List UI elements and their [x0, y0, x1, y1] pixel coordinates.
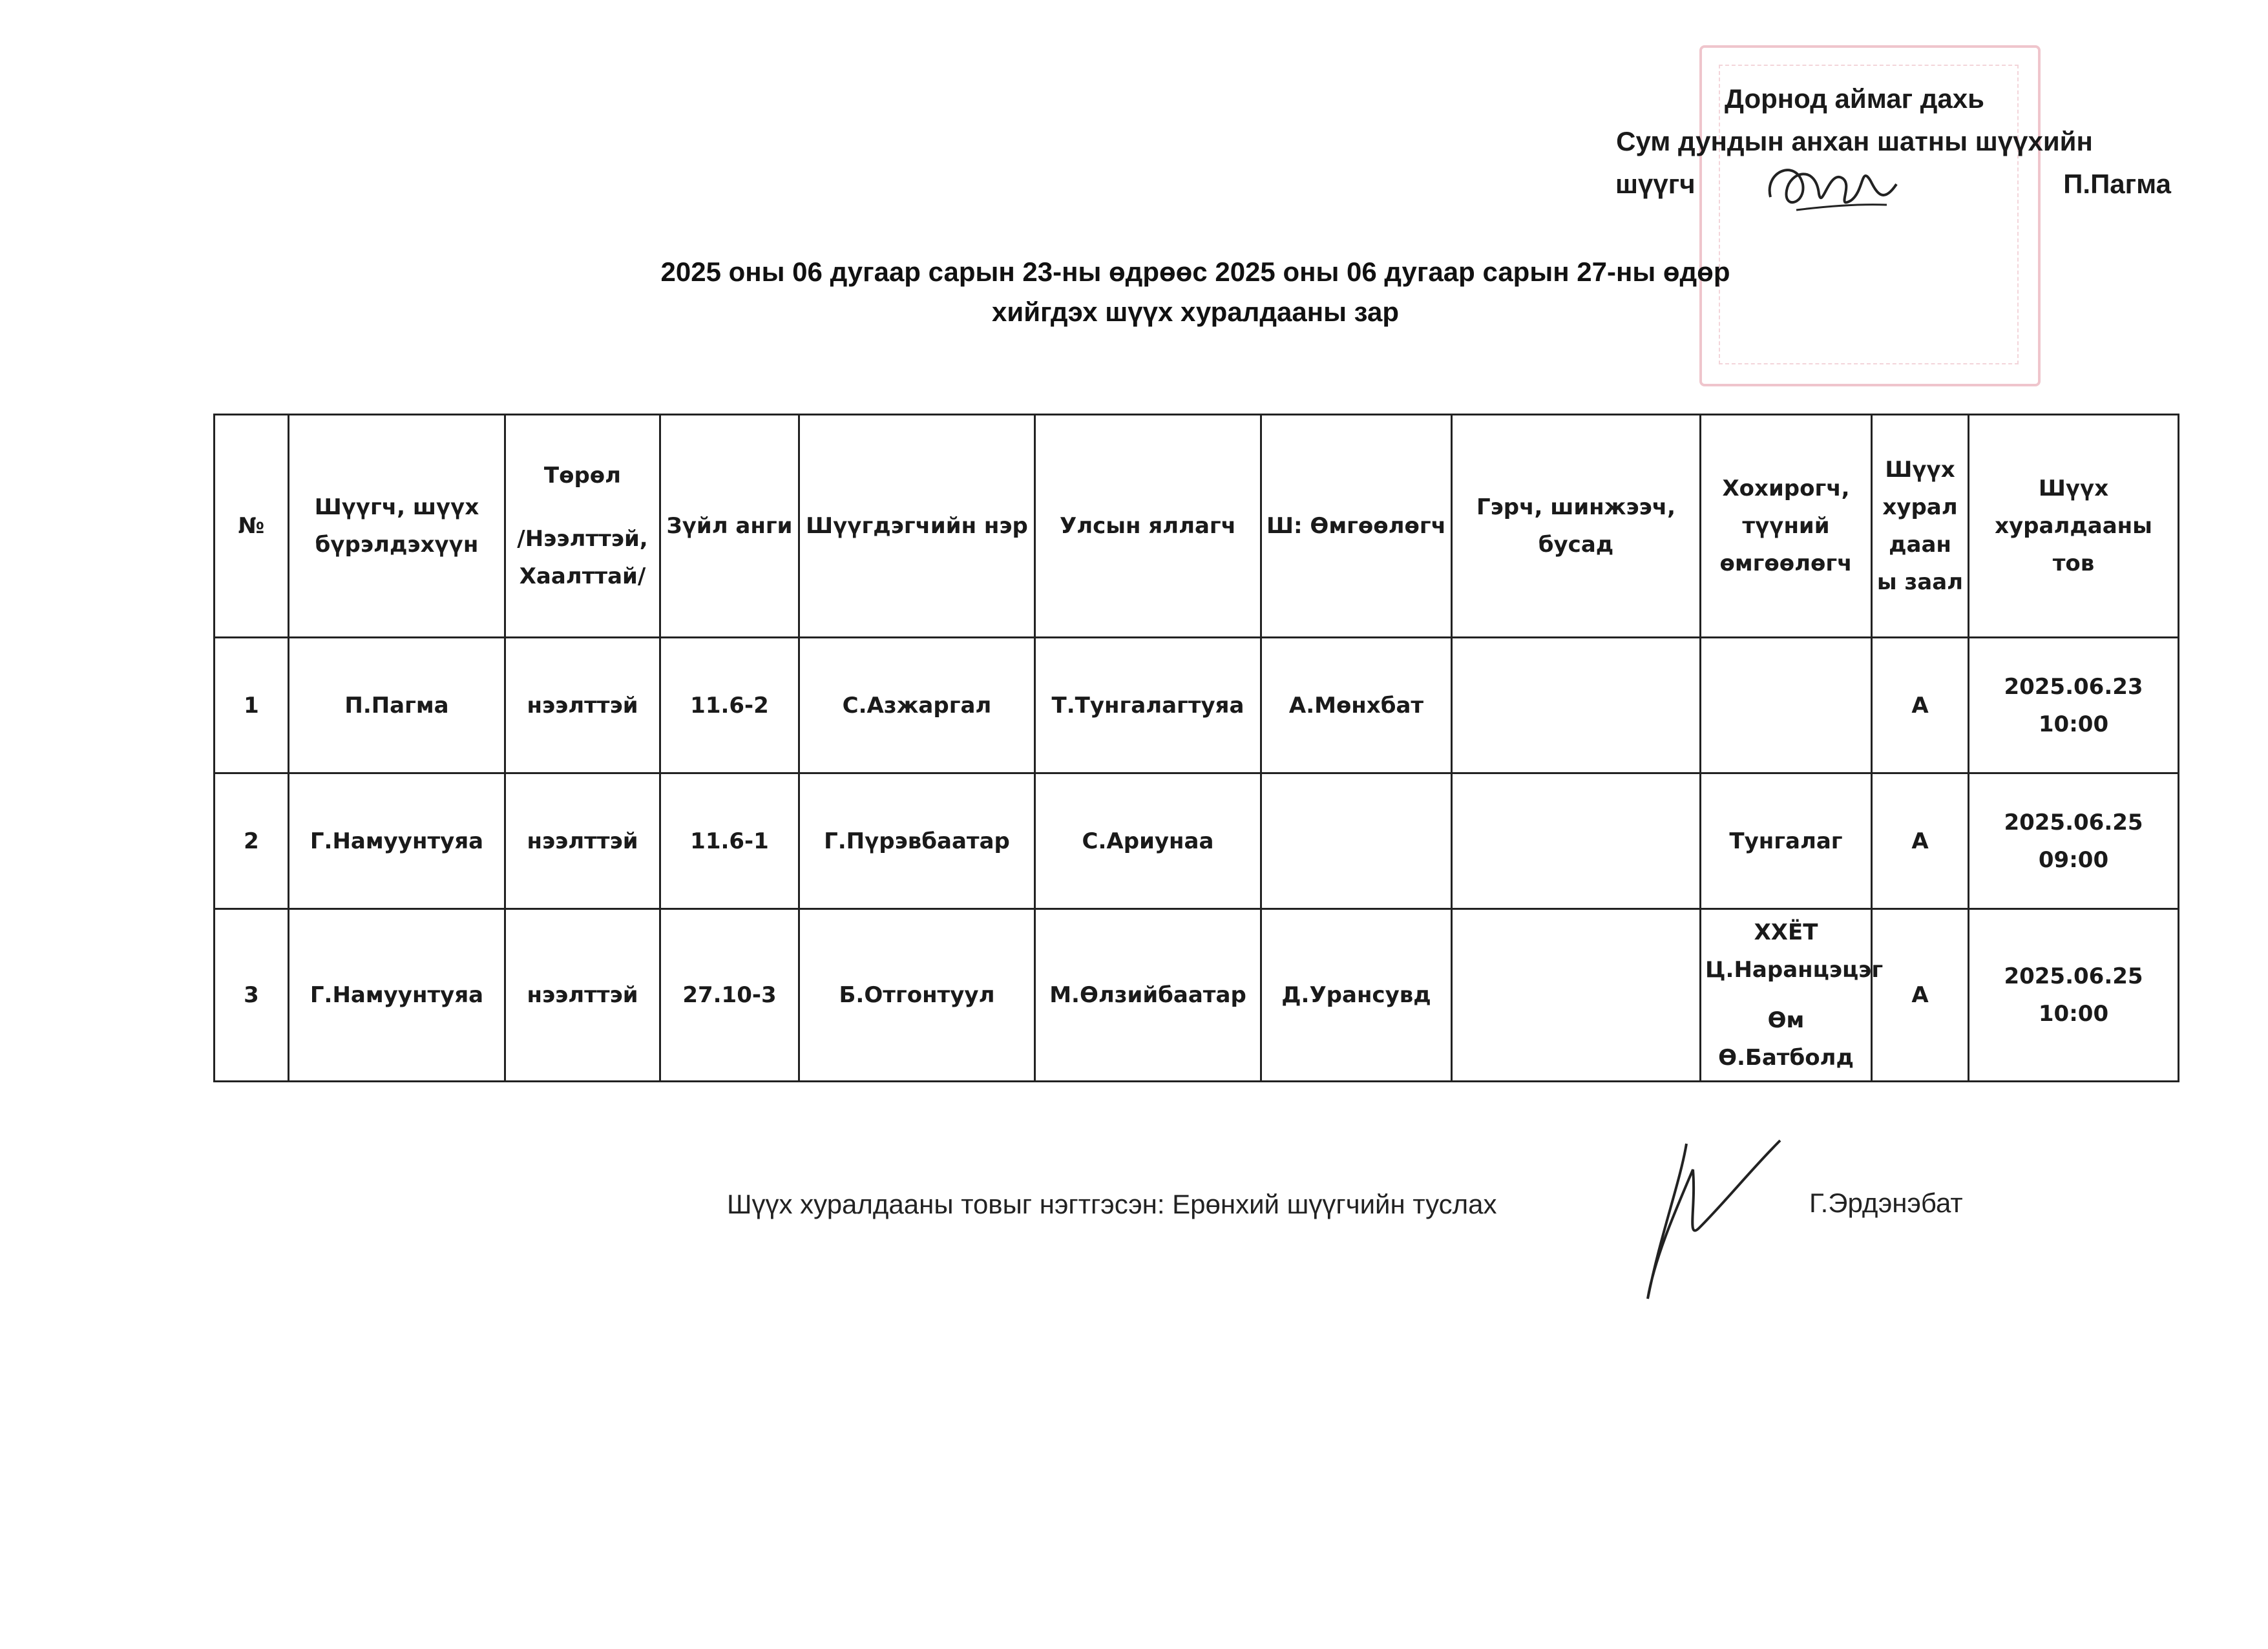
cell-article: 11.6-2	[660, 638, 799, 773]
footer-name: Г.Эрдэнэбат	[1809, 1188, 1963, 1218]
cell-defendant: Б.Отгонтуул	[799, 909, 1035, 1082]
cell-article: 11.6-1	[660, 773, 799, 909]
cell-type: нээлттэй	[505, 638, 660, 773]
cell-defendant: С.Азжаргал	[799, 638, 1035, 773]
cell-victim	[1701, 773, 1872, 909]
header-judge: Шүүгч, шүүх бүрэлдэхүүн	[289, 415, 505, 638]
cell-no: 3	[215, 909, 289, 1082]
cell-no: 1	[215, 638, 289, 773]
cell-defense: Д.Урансувд	[1261, 909, 1452, 1082]
header-defense: Ш: Өмгөөлөгч	[1261, 415, 1452, 638]
cell-article: 27.10-3	[660, 909, 799, 1082]
cell-judge: П.Пагма	[289, 638, 505, 773]
cell-schedule	[1969, 909, 2179, 1082]
cell-hall: А	[1872, 773, 1969, 909]
header-no: №	[215, 415, 289, 638]
approval-line-1: Дорнод аймаг дахь	[1725, 83, 1984, 114]
cell-hall: А	[1872, 638, 1969, 773]
table-row	[215, 909, 2179, 1082]
cell-time: 10:00	[2038, 1001, 2109, 1027]
cell-victim	[1701, 638, 1872, 773]
cell-prosecutor: М.Өлзийбаатар	[1035, 909, 1261, 1082]
approval-name: П.Пагма	[2063, 169, 2171, 199]
cell-judge: Г.Намуунтуяа	[289, 773, 505, 909]
cell-victim	[1701, 909, 1884, 1082]
cell-prosecutor: С.Ариунаа	[1035, 773, 1261, 909]
header-type-b: /Нээлттэй, Хаалттай/	[517, 526, 648, 589]
header-article: Зүйл анги	[660, 415, 799, 638]
cell-schedule	[1969, 773, 2179, 909]
cell-victim-1: ХХЁТ Ц.Наранцэцэг	[1705, 919, 1884, 983]
title-line-1: 2025 оны 06 дугаар сарын 23-ны өдрөөс 2025 оны 06 дугаар сарын 27-ны өдөр	[660, 257, 1730, 287]
cell-defense: А.Мөнхбат	[1261, 638, 1452, 773]
document-title	[582, 252, 1809, 332]
table-header-row	[215, 415, 2179, 638]
header-prosecutor: Улсын яллагч	[1035, 415, 1261, 638]
header-schedule: Шүүх хуралдааны тов	[1969, 415, 2179, 638]
cell-date: 2025.06.23	[2004, 673, 2143, 700]
footer-compiled-by: Шүүх хуралдааны товыг нэгтгэсэн: Ерөнхий шүүгчийн туслах	[727, 1189, 1497, 1219]
cell-type: нээлттэй	[505, 909, 660, 1082]
cell-witness	[1452, 638, 1701, 773]
approval-role: шүүгч	[1615, 169, 1696, 199]
judge-signature	[1758, 145, 1906, 223]
header-type-a: Төрөл	[543, 463, 622, 488]
cell-time: 10:00	[2038, 711, 2109, 737]
hearing-schedule-table	[213, 414, 2179, 1082]
assistant-signature	[1635, 1131, 1790, 1305]
header-witness: Гэрч, шинжээч, бусад	[1452, 415, 1701, 638]
header-type	[505, 415, 660, 638]
cell-judge: Г.Намуунтуяа	[289, 909, 505, 1082]
cell-schedule	[1969, 638, 2179, 773]
approval-line-2: Сум дундын анхан шатны шүүхийн	[1616, 126, 2093, 156]
cell-hall: А	[1872, 909, 1969, 1082]
cell-date: 2025.06.25	[2004, 809, 2143, 835]
cell-prosecutor: Т.Тунгалагтуяа	[1035, 638, 1261, 773]
table-row	[215, 638, 2179, 773]
cell-witness	[1452, 773, 1701, 909]
cell-defense	[1261, 773, 1452, 909]
table-row	[215, 773, 2179, 909]
cell-time: 09:00	[2038, 846, 2109, 873]
cell-victim-1: Тунгалаг	[1729, 828, 1843, 854]
header-defendant: Шүүгдэгчийн нэр	[799, 415, 1035, 638]
cell-victim-2: Өм Ө.Батболд	[1718, 1007, 1854, 1071]
cell-no: 2	[215, 773, 289, 909]
cell-witness	[1452, 909, 1701, 1082]
header-victim: Хохирогч, түүний өмгөөлөгч	[1701, 415, 1872, 638]
cell-type: нээлттэй	[505, 773, 660, 909]
cell-date: 2025.06.25	[2004, 963, 2143, 989]
title-line-2: хийгдэх шүүх хуралдааны зар	[992, 297, 1399, 327]
cell-defendant: Г.Пүрэвбаатар	[799, 773, 1035, 909]
header-hall: Шүүх хурал даан ы заал	[1872, 415, 1969, 638]
